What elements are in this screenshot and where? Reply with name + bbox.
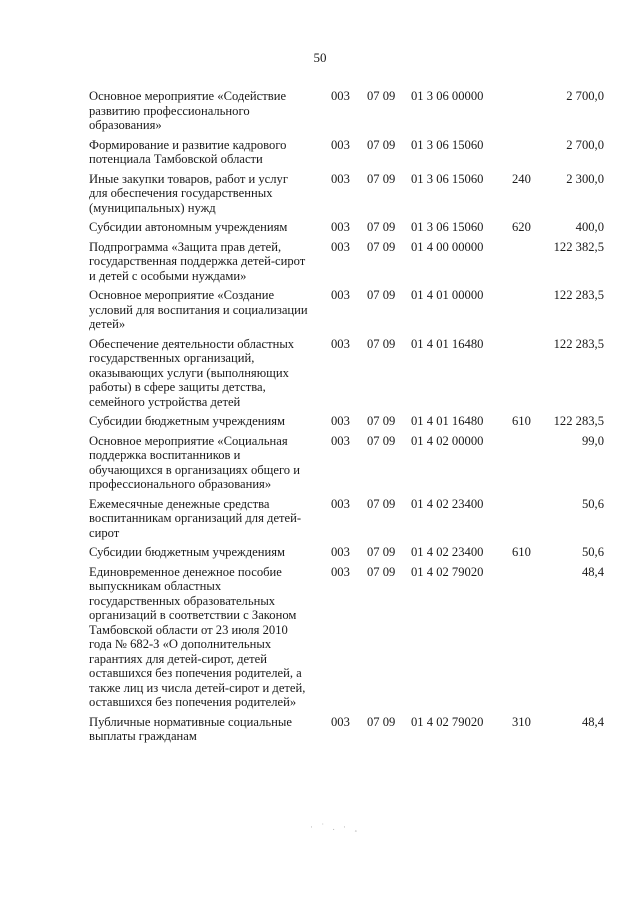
table-row [89,337,604,415]
row-sum: 2 700,0 [566,137,604,152]
row-name: Обеспечение деятельности областных государственных организаций, оказывающих услуги (выполняющих работы) в сфере защиты детства, семейного устройства детей [89,336,295,409]
row-expense-type [512,288,544,337]
row-name: Субсидии бюджетным учреждениям [89,414,285,428]
table-row [89,240,604,289]
table-row [89,497,604,546]
row-name: Субсидии бюджетным учреждениям [89,545,285,559]
row-sum: 48,4 [581,714,604,729]
row-sum: 122 382,5 [553,239,604,254]
row-section-code: 07 09 [367,433,396,448]
row-admin-code: 003 [331,89,350,103]
row-target-code: 01 3 06 15060 [411,137,484,152]
row-expense-type [512,240,544,289]
row-target-code: 01 3 06 15060 [411,171,484,186]
row-target-code: 01 3 06 00000 [411,89,484,103]
table-row [89,220,604,240]
row-target-code: 01 4 01 16480 [411,336,484,351]
row-admin-code: 003 [331,171,350,186]
row-target-code: 01 4 02 79020 [411,714,484,729]
row-target-code: 01 4 01 16480 [411,414,484,428]
row-expense-type [512,138,544,172]
row-expense-type [512,565,544,715]
row-admin-code: 003 [331,137,350,152]
row-section-code: 07 09 [367,239,396,254]
row-name: Формирование и развитие кадрового потенциала Тамбовской области [89,137,287,166]
table-row [89,565,604,715]
row-section-code: 07 09 [367,496,396,511]
row-expense-type: 610 [512,545,531,559]
row-target-code: 01 4 02 79020 [411,564,484,579]
row-admin-code: 003 [331,433,350,448]
budget-table [89,89,604,749]
row-section-code: 07 09 [367,89,396,103]
row-sum: 48,4 [581,564,604,579]
table-row [89,545,604,565]
row-expense-type: 240 [512,171,531,186]
row-expense-type: 610 [512,414,531,428]
row-target-code: 01 4 02 23400 [411,545,484,559]
row-target-code: 01 4 02 23400 [411,496,484,511]
row-sum: 122 283,5 [553,414,604,428]
table-row [89,138,604,172]
row-admin-code: 003 [331,545,350,559]
row-sum: 122 283,5 [553,336,604,351]
page-number: 50 [313,50,327,65]
row-sum: 2 700,0 [566,89,604,103]
row-name: Основное мероприятие «Социальная поддержка воспитанников и обучающихся в организациях общего и профессионального образования» [89,433,300,491]
row-name: Единовременное денежное пособие выпускникам областных государственных образовательных организаций в соответствии с Законом Тамбовской области от 23 июля 2010 года № 682-З «О дополнительных гарантиях для детей-сирот, детей оставшихся без попечения родителей, а также лиц из числа детей-сирот и детей, оставшихся без попечения родителей» [89,564,306,709]
table-row [89,288,604,337]
row-expense-type: 310 [512,714,531,729]
row-section-code: 07 09 [367,137,396,152]
row-section-code: 07 09 [367,336,396,351]
row-expense-type: 620 [512,220,531,234]
row-expense-type [512,337,544,415]
row-name: Ежемесячные денежные средства воспитанникам организаций для детей-сирот [89,496,302,540]
row-name: Иные закупки товаров, работ и услуг для обеспечения государственных (муниципальных) нужд [89,171,289,215]
row-target-code: 01 3 06 15060 [411,220,484,234]
row-name: Основное мероприятие «Содействие развитию профессионального образования» [89,89,287,132]
row-section-code: 07 09 [367,714,396,729]
row-section-code: 07 09 [367,220,396,234]
row-expense-type [512,497,544,546]
row-name: Субсидии автономным учреждениям [89,220,288,234]
row-section-code: 07 09 [367,171,396,186]
row-expense-type [512,434,544,497]
table-row [89,89,604,138]
table-row [89,414,604,434]
row-admin-code: 003 [331,220,350,234]
row-sum: 99,0 [581,433,604,448]
row-section-code: 07 09 [367,414,396,428]
row-admin-code: 003 [331,288,350,302]
row-name: Публичные нормативные социальные выплаты гражданам [89,714,292,743]
row-admin-code: 003 [331,336,350,351]
row-target-code: 01 4 02 00000 [411,433,484,448]
row-section-code: 07 09 [367,288,396,302]
row-sum: 50,6 [581,545,604,559]
row-target-code: 01 4 00 00000 [411,239,484,254]
row-sum: 400,0 [575,220,604,234]
table-row [89,715,604,749]
scan-artifact: · ˙ . · ¸ [310,822,361,832]
table-row [89,434,604,497]
row-admin-code: 003 [331,564,350,579]
row-sum: 2 300,0 [566,171,604,186]
row-admin-code: 003 [331,496,350,511]
row-admin-code: 003 [331,714,350,729]
row-section-code: 07 09 [367,564,396,579]
row-admin-code: 003 [331,239,350,254]
row-name: Основное мероприятие «Создание условий для воспитания и социализации детей» [89,288,308,331]
table-row [89,172,604,221]
row-admin-code: 003 [331,414,350,428]
row-sum: 50,6 [581,496,604,511]
row-section-code: 07 09 [367,545,396,559]
table-body [89,89,604,749]
row-expense-type [512,89,544,138]
row-sum: 122 283,5 [553,288,604,302]
row-target-code: 01 4 01 00000 [411,288,484,302]
row-name: Подпрограмма «Защита прав детей, государственная поддержка детей-сирот и детей с особыми нуждами» [89,239,306,283]
